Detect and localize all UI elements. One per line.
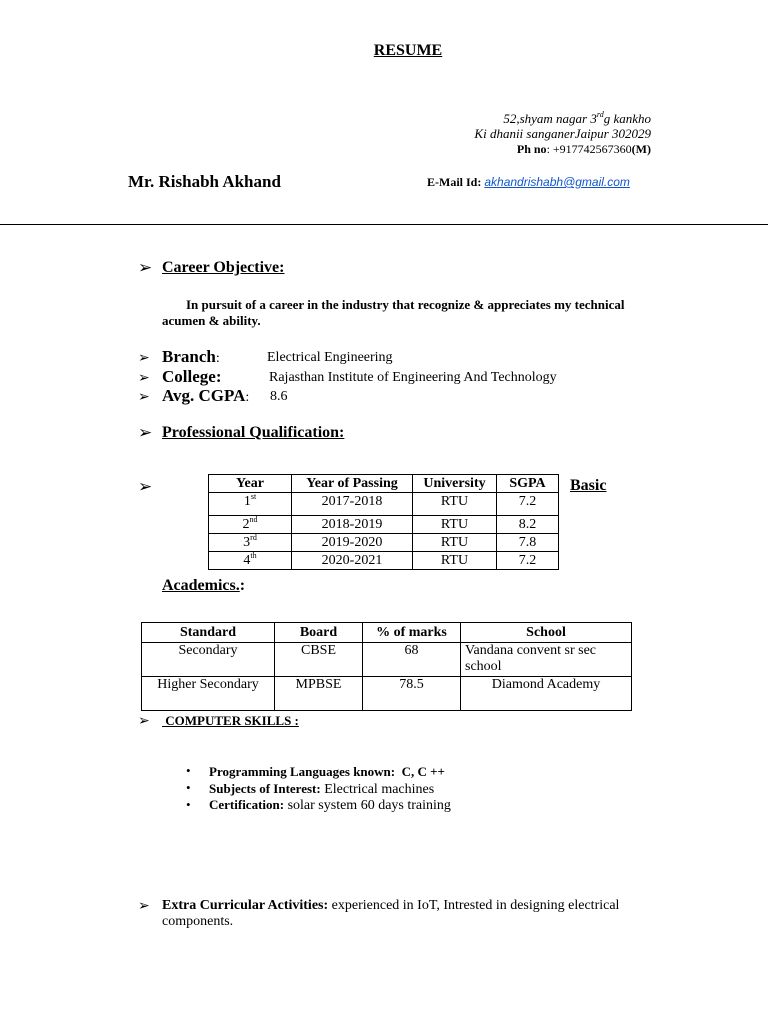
table-cell: 2020-2021 — [292, 552, 413, 570]
header-divider — [0, 224, 768, 225]
phone-label: Ph no — [516, 142, 547, 156]
table-row — [209, 493, 559, 516]
column-header: Board — [275, 623, 363, 643]
table-cell: MPBSE — [275, 677, 363, 711]
detail-branch-value: Electrical Engineering — [267, 350, 393, 365]
column-header: School — [461, 623, 632, 643]
phone-value: : +917742567360 — [546, 142, 632, 156]
table-cell: 2018-2019 — [292, 516, 413, 534]
arrow-bullet-icon: ➢ — [138, 351, 150, 366]
detail-college-label: College: — [162, 367, 222, 386]
table-cell: 7.2 — [497, 493, 559, 516]
academics-label-suffix: : — [239, 577, 246, 594]
bullet-dot-icon: • — [186, 780, 191, 795]
arrow-bullet-icon: ➢ — [138, 371, 150, 386]
skill-item: Subjects of Interest: Electrical machines — [209, 781, 435, 797]
table-cell: RTU — [413, 552, 497, 570]
table-cell: 78.5 — [363, 677, 461, 711]
table-cell: CBSE — [275, 643, 363, 677]
academics-label-text: Academics. — [162, 577, 240, 594]
arrow-bullet-icon: ➢ — [138, 423, 153, 442]
phone-suffix: (M) — [631, 142, 651, 156]
detail-college-value: Rajasthan Institute of Engineering And Technology — [269, 370, 557, 385]
skill-item: Certification: solar system 60 days training — [209, 797, 451, 813]
basic-label: Basic — [570, 477, 607, 494]
table-cell: RTU — [413, 493, 497, 516]
column-header: Year of Passing — [292, 475, 413, 493]
email-link[interactable]: akhandrishabh@gmail.com — [484, 175, 630, 189]
table-cell: 8.2 — [497, 516, 559, 534]
email-row — [427, 175, 630, 190]
table-cell: 2017-2018 — [292, 493, 413, 516]
professional-qualification-heading: Professional Qualification: — [162, 424, 345, 441]
career-objective-heading: Career Objective: — [162, 259, 285, 276]
table-cell: 4th — [209, 552, 292, 570]
semester-table — [208, 474, 559, 570]
email-label: E-Mail Id: — [427, 175, 482, 189]
table-cell: 7.2 — [497, 552, 559, 570]
table-cell: Vandana convent sr sec school — [461, 643, 632, 677]
column-header: % of marks — [363, 623, 461, 643]
column-header: Standard — [142, 623, 275, 643]
table-row — [209, 516, 559, 534]
address-line-2: Ki dhanii sanganerJaipur 302029 — [474, 126, 651, 141]
extra-curricular-value: experienced in IoT, Intrested in designing electrical components. — [162, 898, 620, 929]
table-row — [209, 552, 559, 570]
table-cell: RTU — [413, 516, 497, 534]
arrow-bullet-icon: ➢ — [138, 714, 150, 729]
arrow-bullet-icon: ➢ — [138, 477, 153, 496]
resume-title: RESUME — [373, 42, 443, 59]
detail-separator: : — [215, 351, 220, 366]
detail-cgpa-value: 8.6 — [270, 389, 288, 404]
detail-label: Avg. CGPA — [162, 386, 246, 405]
table-row — [142, 677, 632, 711]
detail-branch — [162, 347, 220, 367]
bullet-dot-icon: • — [186, 797, 191, 812]
academics-label — [162, 577, 245, 595]
table-cell: 68 — [363, 643, 461, 677]
table-cell: Diamond Academy — [461, 677, 632, 711]
table-cell: 2nd — [209, 516, 292, 534]
detail-separator: : — [245, 390, 250, 405]
table-header-row — [142, 623, 632, 643]
table-cell: 2019-2020 — [292, 534, 413, 552]
detail-label: Branch — [162, 347, 216, 366]
address-line-1-text: 52,shyam nagar 3 — [503, 111, 597, 126]
detail-cgpa — [162, 386, 249, 406]
table-cell: Secondary — [142, 643, 275, 677]
arrow-bullet-icon: ➢ — [138, 258, 153, 277]
school-table — [141, 622, 632, 711]
table-cell: 3rd — [209, 534, 292, 552]
candidate-name: Mr. Rishabh Akhand — [128, 172, 281, 191]
phone-number — [517, 142, 651, 157]
arrow-bullet-icon: ➢ — [138, 390, 150, 405]
career-objective-text: In pursuit of a career in the industry that recognize & appreciates my technical acumen & ability. — [162, 297, 625, 328]
column-header: Year — [209, 475, 292, 493]
table-cell: RTU — [413, 534, 497, 552]
column-header: University — [413, 475, 497, 493]
column-header: SGPA — [497, 475, 559, 493]
table-row — [209, 534, 559, 552]
address-line-1 — [503, 111, 651, 127]
table-header-row — [209, 475, 559, 493]
table-row — [142, 643, 632, 677]
table-cell: Higher Secondary — [142, 677, 275, 711]
computer-skills-heading: COMPUTER SKILLS : — [162, 713, 299, 728]
address-superscript: rd — [596, 110, 604, 119]
table-cell: 7.8 — [497, 534, 559, 552]
address-line-1-end: g kankho — [603, 111, 651, 126]
extra-curricular-label: Extra Curricular Activities: — [162, 898, 329, 913]
table-cell: 1st — [209, 493, 292, 516]
extra-curricular — [162, 898, 632, 930]
arrow-bullet-icon: ➢ — [138, 899, 150, 914]
bullet-dot-icon: • — [186, 763, 191, 778]
skill-item: Programming Languages known: C, C ++ — [209, 764, 445, 779]
